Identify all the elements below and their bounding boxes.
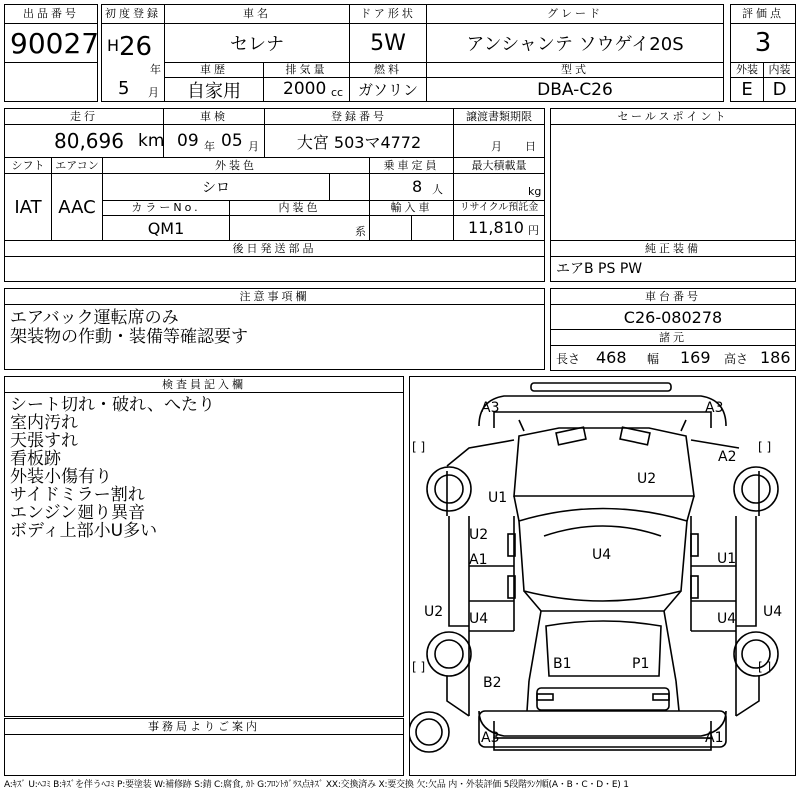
caution-label: 注意事項欄 xyxy=(4,288,545,305)
car-diagram xyxy=(409,376,796,776)
sales-point-box xyxy=(550,124,796,241)
inspector-line-2: 室内汚れ xyxy=(10,413,78,433)
mark-roof: U4 xyxy=(592,547,612,563)
capacity-label: 乗車定員 xyxy=(369,157,454,174)
import-box-left xyxy=(369,215,412,241)
mark-left-door-upper: U2 xyxy=(469,527,489,543)
registration-number: 大宮 503マ4772 xyxy=(296,132,422,152)
first-registration-year: 26 xyxy=(119,32,153,62)
displacement-label: 排気量 xyxy=(263,62,350,78)
color-no-label: カラーNo. xyxy=(102,200,230,216)
dims-label: 諸元 xyxy=(550,329,796,346)
transfer-month: 月 xyxy=(491,140,502,153)
recycle-unit: 円 xyxy=(528,224,539,237)
recycle-label: リサイクル預託金 xyxy=(453,200,545,216)
equipment: エアB PS PW xyxy=(556,261,643,277)
first-registration-year-unit: 年 xyxy=(150,63,161,76)
inspector-line-8: ボディ上部小U多い xyxy=(10,521,158,541)
import-box-right xyxy=(411,215,454,241)
recycle-amount: 11,810 xyxy=(468,218,524,237)
equipment-label: 純正装備 xyxy=(550,240,796,257)
capacity-unit: 人 xyxy=(432,183,443,196)
later-parts-box xyxy=(4,256,545,282)
inspection-year: 09 xyxy=(177,131,199,151)
interior-grade-label: 内装 xyxy=(763,62,796,78)
inspector-line-1: シート切れ・破れ、へたり xyxy=(10,395,216,415)
model-label: 型式 xyxy=(426,62,724,78)
mark-left-quarter: U2 xyxy=(424,604,444,620)
lot-number-label: 出品番号 xyxy=(4,4,98,24)
max-load-label: 最大積載量 xyxy=(453,157,545,174)
mark-rear-bumper-right: A1 xyxy=(705,730,724,746)
chassis-number: C26-080278 xyxy=(623,307,723,327)
door-type: 5W xyxy=(370,30,406,56)
displacement: 2000 xyxy=(283,79,327,99)
color-label: 外装色 xyxy=(102,157,370,174)
mark-right-door: U1 xyxy=(717,551,737,567)
import-label: 輸入車 xyxy=(369,200,454,216)
shift-label: シフト xyxy=(4,157,52,174)
interior-color-label: 内装色 xyxy=(229,200,370,216)
length-label: 長さ xyxy=(556,352,581,366)
mark-rear-left: B2 xyxy=(483,675,502,691)
color: シロ xyxy=(202,180,230,196)
width-label: 幅 xyxy=(647,352,660,366)
car-name: セレナ xyxy=(230,34,284,55)
mark-front-right: A3 xyxy=(705,400,724,416)
inspection-label: 車検 xyxy=(163,108,265,125)
max-load-unit: kg xyxy=(528,185,542,198)
height-label: 高さ xyxy=(724,352,749,366)
door-label: ドア形状 xyxy=(349,4,427,24)
transfer-deadline-label: 譲渡書類期限 xyxy=(453,108,545,125)
inspector-line-3: 天張すれ xyxy=(10,431,78,451)
inspector-line-5: 外装小傷有り xyxy=(10,467,112,487)
length: 468 xyxy=(596,348,627,367)
first-registration-era: H xyxy=(107,36,120,55)
mark-right-quarter: U4 xyxy=(763,604,783,620)
first-registration-month-unit: 月 xyxy=(148,86,159,99)
bracket-left-top: [ ] xyxy=(412,440,426,454)
height: 186 xyxy=(760,348,791,367)
score-label: 評価点 xyxy=(730,4,796,24)
history: 自家用 xyxy=(187,80,241,102)
color-box-extra xyxy=(329,173,370,201)
lot-number: 90027 xyxy=(10,27,100,60)
interior-color-box xyxy=(229,215,370,241)
caution-line-2: 架装物の作動・装備等確認要す xyxy=(10,327,248,347)
score: 3 xyxy=(754,28,772,58)
model: DBA-C26 xyxy=(537,79,613,100)
caution-line-1: エアバック運転席のみ xyxy=(10,308,179,328)
inspection-month: 05 xyxy=(221,131,243,151)
inspector-line-6: サイドミラー割れ xyxy=(10,485,145,505)
mark-front-left: A3 xyxy=(481,400,500,416)
later-parts-label: 後日発送部品 xyxy=(4,240,545,257)
fuel: ガソリン xyxy=(357,81,418,99)
shift: IAT xyxy=(14,196,42,218)
inspector-line-7: エンジン廻り異音 xyxy=(10,503,146,523)
grade-label: グレード xyxy=(426,4,724,24)
displacement-unit: cc xyxy=(331,86,344,99)
inspector-line-4: 看板跡 xyxy=(10,449,61,469)
aircon-label: エアコン xyxy=(51,157,103,174)
bracket-right-top: [ ] xyxy=(758,440,772,454)
transfer-day: 日 xyxy=(525,140,536,153)
interior-color-unit: 系 xyxy=(355,225,366,238)
aircon: AAC xyxy=(58,196,96,218)
office-box xyxy=(4,734,404,776)
bracket-right-bottom: [ ] xyxy=(758,660,772,674)
inspector-label: 検査員記入欄 xyxy=(4,376,404,393)
inspection-month-unit: 月 xyxy=(248,140,259,153)
exterior-grade: E xyxy=(741,79,753,100)
mark-left-front: U1 xyxy=(488,490,508,506)
chassis-label: 車台番号 xyxy=(550,288,796,305)
mark-left-door-lower: A1 xyxy=(469,552,488,568)
mark-left-rear-door: U4 xyxy=(469,611,489,627)
width: 169 xyxy=(680,348,711,367)
first-registration-month: 5 xyxy=(118,78,130,99)
mark-back-right: P1 xyxy=(632,656,650,672)
first-registration-label: 初度登録 xyxy=(101,4,165,24)
history-label: 車歴 xyxy=(164,62,264,78)
mileage-unit: km xyxy=(138,131,165,151)
mark-rear-bumper-left: A3 xyxy=(481,730,500,746)
capacity: 8 xyxy=(412,177,423,196)
fuel-label: 燃料 xyxy=(349,62,427,78)
lot-number-blank xyxy=(4,62,98,102)
sales-point-label: セールスポイント xyxy=(550,108,796,125)
office-label: 事務局よりご案内 xyxy=(4,718,404,735)
mileage-label: 走行 xyxy=(4,108,164,125)
exterior-grade-label: 外装 xyxy=(730,62,764,78)
mark-front-right-fender: A2 xyxy=(718,449,737,465)
mileage: 80,696 xyxy=(54,129,124,153)
inspection-year-unit: 年 xyxy=(204,140,215,153)
registration-label: 登録番号 xyxy=(264,108,454,125)
bracket-left-bottom: [ ] xyxy=(412,660,426,674)
legend: A:ｷｽﾞ U:ﾍｺﾐ B:ｷｽﾞを伴うﾍｺﾐ P:要塗装 W:補修跡 S:錆 C:腐食, ｶﾄ G:ﾌﾛﾝﾄｶﾞﾗｽ点ｷｽﾞ XX:交換済み X:要交換 欠:欠品 内・外装評価 5段階ﾗﾝｸ順(A・B・C・D・E) 1 xyxy=(4,780,629,790)
car-name-label: 車名 xyxy=(164,4,350,24)
grade: アンシャンテ ソウゲイ20S xyxy=(466,34,684,55)
color-no: QM1 xyxy=(147,218,185,238)
mark-back-left: B1 xyxy=(553,656,572,672)
interior-grade: D xyxy=(772,79,787,100)
mark-right-rear-door: U4 xyxy=(717,611,737,627)
mark-hood: U2 xyxy=(637,471,657,487)
